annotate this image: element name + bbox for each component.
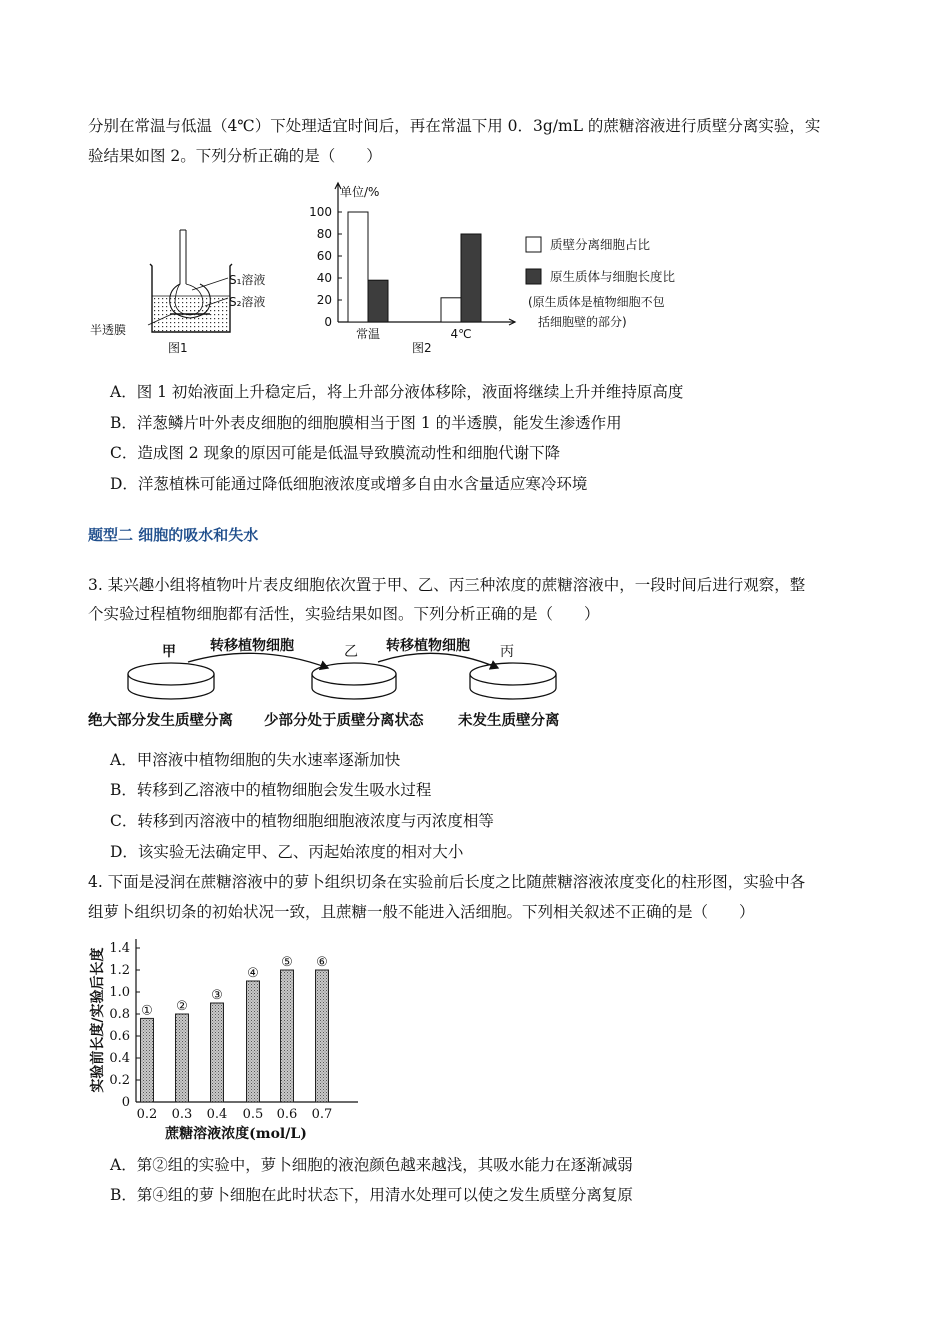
q4-bar-5 — [281, 970, 294, 1102]
q4-x-tick-label: 0.2 — [136, 1107, 158, 1122]
fig1-label-membrane: 半透膜 — [90, 323, 127, 337]
q4-bar-chart — [86, 936, 376, 1146]
dish-label-jia: 甲 — [162, 644, 176, 660]
q4-x-tick-label: 0.3 — [171, 1107, 193, 1122]
q2-intro-line2: 验结果如图 2。下列分析正确的是（ ） — [88, 147, 382, 165]
q4-bar-3 — [211, 1003, 224, 1102]
q4-bar-label: ① — [141, 1003, 153, 1019]
arrow-label-1: 转移植物细胞 — [210, 638, 294, 654]
fig2-category-label: 4℃ — [450, 327, 472, 341]
legend-label-dark: 原生质体与细胞长度比 — [550, 269, 676, 284]
q4-y-tick-label: 1.2 — [109, 963, 130, 978]
state-label-1: 绝大部分发生质壁分离 — [88, 713, 233, 729]
q4-bar-label: ⑥ — [316, 955, 328, 970]
q4-bar-1 — [141, 1018, 154, 1102]
legend-swatch-white — [526, 237, 541, 252]
q3-option-b[interactable]: B．转移到乙溶液中的植物细胞会发生吸水过程 — [110, 781, 432, 799]
figure1-osmometer — [90, 222, 320, 362]
q4-bar-label: ⑤ — [281, 955, 293, 970]
fig2-note-line2: 括细胞壁的部分) — [538, 315, 627, 329]
q4-bar-6 — [316, 970, 329, 1102]
legend-label-white: 质壁分离细胞占比 — [550, 237, 651, 252]
dish-jia — [128, 663, 214, 699]
fig2-bar-white-0 — [348, 212, 368, 322]
q4-x-tick-label: 0.5 — [242, 1107, 264, 1122]
fig2-bar-white-1 — [441, 298, 461, 322]
q4-bar-label: ② — [176, 999, 188, 1014]
state-label-2: 少部分处于质壁分离状态 — [264, 713, 424, 729]
fig1-label-s2: S₂溶液 — [229, 295, 266, 309]
q4-y-tick-label: 0.8 — [109, 1007, 130, 1022]
q4-chart-xlabel: 蔗糖溶液浓度(mol/L) — [165, 1126, 307, 1142]
q4-y-tick-label: 0.2 — [109, 1073, 130, 1088]
fig2-y-tick-label: 20 — [316, 293, 332, 307]
q4-y-tick-label: 1.0 — [109, 985, 130, 1000]
q4-x-tick-label: 0.7 — [311, 1107, 333, 1122]
transfer-arrow-2 — [378, 653, 498, 668]
fig2-y-tick-label: 0 — [324, 315, 332, 329]
fig2-note-line1: (原生质体是植物细胞不包 — [528, 295, 665, 309]
fig1-caption: 图1 — [168, 341, 188, 355]
fig2-y-tick-label: 60 — [316, 249, 332, 263]
q4-bar-2 — [176, 1014, 189, 1102]
section-heading: 题型二 细胞的吸水和失水 — [88, 526, 259, 544]
q3-transfer-figure — [88, 630, 588, 732]
q3-option-c[interactable]: C．转移到丙溶液中的植物细胞细胞液浓度与丙浓度相等 — [110, 812, 494, 830]
dish-label-bing: 丙 — [500, 644, 514, 660]
q2-option-c[interactable]: C．造成图 2 现象的原因可能是低温导致膜流动性和细胞代谢下降 — [110, 444, 561, 462]
arrow-label-2: 转移植物细胞 — [386, 638, 470, 654]
legend-swatch-dark — [526, 269, 541, 284]
fig2-y-tick-label: 80 — [316, 227, 332, 241]
transfer-arrow-1 — [188, 653, 328, 668]
q4-bar-4 — [247, 981, 260, 1102]
fig2-ylabel: 单位/% — [340, 185, 380, 199]
q4-x-tick-label: 0.4 — [206, 1107, 228, 1122]
q4-line2: 组萝卜组织切条的初始状况一致，且蔗糖一般不能进入活细胞。下列相关叙述不正确的是（ ） — [88, 903, 755, 921]
q2-intro-line1: 分别在常温与低温（4℃）下处理适宜时间后，再在常温下用 0．3g/mL 的蔗糖溶液进行质壁分离实验，实 — [88, 117, 821, 135]
q4-y-tick-label: 0.6 — [109, 1029, 130, 1044]
q4-bar-label: ③ — [211, 988, 223, 1003]
q4-option-b[interactable]: B．第④组的萝卜细胞在此时状态下，用清水处理可以使之发生质壁分离复原 — [110, 1186, 633, 1204]
q4-option-a[interactable]: A．第②组的实验中，萝卜细胞的液泡颜色越来越浅，其吸水能力在逐渐减弱 — [110, 1156, 633, 1174]
fig2-y-tick-label: 40 — [316, 271, 332, 285]
fig2-category-label: 常温 — [355, 327, 381, 341]
dish-bing — [470, 663, 556, 699]
q4-y-tick-label: 1.4 — [109, 941, 130, 956]
fig2-caption: 图2 — [412, 341, 432, 355]
dish-label-yi: 乙 — [344, 644, 358, 660]
fig2-y-tick-label: 100 — [309, 205, 332, 219]
fig2-bar-dark-0 — [368, 280, 388, 322]
q2-option-a[interactable]: A．图 1 初始液面上升稳定后，将上升部分液体移除，液面将继续上升并维持原高度 — [110, 383, 684, 401]
figure2-bar-chart — [300, 180, 720, 360]
fig1-label-s1: S₁溶液 — [229, 273, 266, 287]
q4-chart-ylabel: 实验前长度/实验后长度 — [90, 947, 106, 1093]
fig2-bar-dark-1 — [461, 234, 481, 322]
q4-y-tick-label: 0.4 — [109, 1051, 130, 1066]
q4-line1: 4. 下面是浸润在蔗糖溶液中的萝卜组织切条在实验前后长度之比随蔗糖溶液浓度变化的柱形图，实验中各 — [88, 873, 806, 891]
q3-option-d[interactable]: D．该实验无法确定甲、乙、丙起始浓度的相对大小 — [110, 843, 464, 861]
q3-line1: 3. 某兴趣小组将植物叶片表皮细胞依次置于甲、乙、丙三种浓度的蔗糖溶液中，一段时间后进行观察，整 — [88, 576, 806, 594]
q4-x-tick-label: 0.6 — [276, 1107, 298, 1122]
q3-line2: 个实验过程植物细胞都有活性，实验结果如图。下列分析正确的是（ ） — [88, 605, 600, 623]
dish-yi — [312, 663, 396, 699]
state-label-3: 未发生质壁分离 — [458, 713, 560, 729]
q4-bar-label: ④ — [247, 966, 259, 981]
q3-option-a[interactable]: A．甲溶液中植物细胞的失水速率逐渐加快 — [110, 751, 401, 769]
q2-option-b[interactable]: B．洋葱鳞片叶外表皮细胞的细胞膜相当于图 1 的半透膜，能发生渗透作用 — [110, 414, 622, 432]
q2-option-d[interactable]: D．洋葱植株可能通过降低细胞液浓度或增多自由水含量适应寒冷环境 — [110, 475, 588, 493]
q4-y-tick-label: 0 — [121, 1095, 130, 1110]
